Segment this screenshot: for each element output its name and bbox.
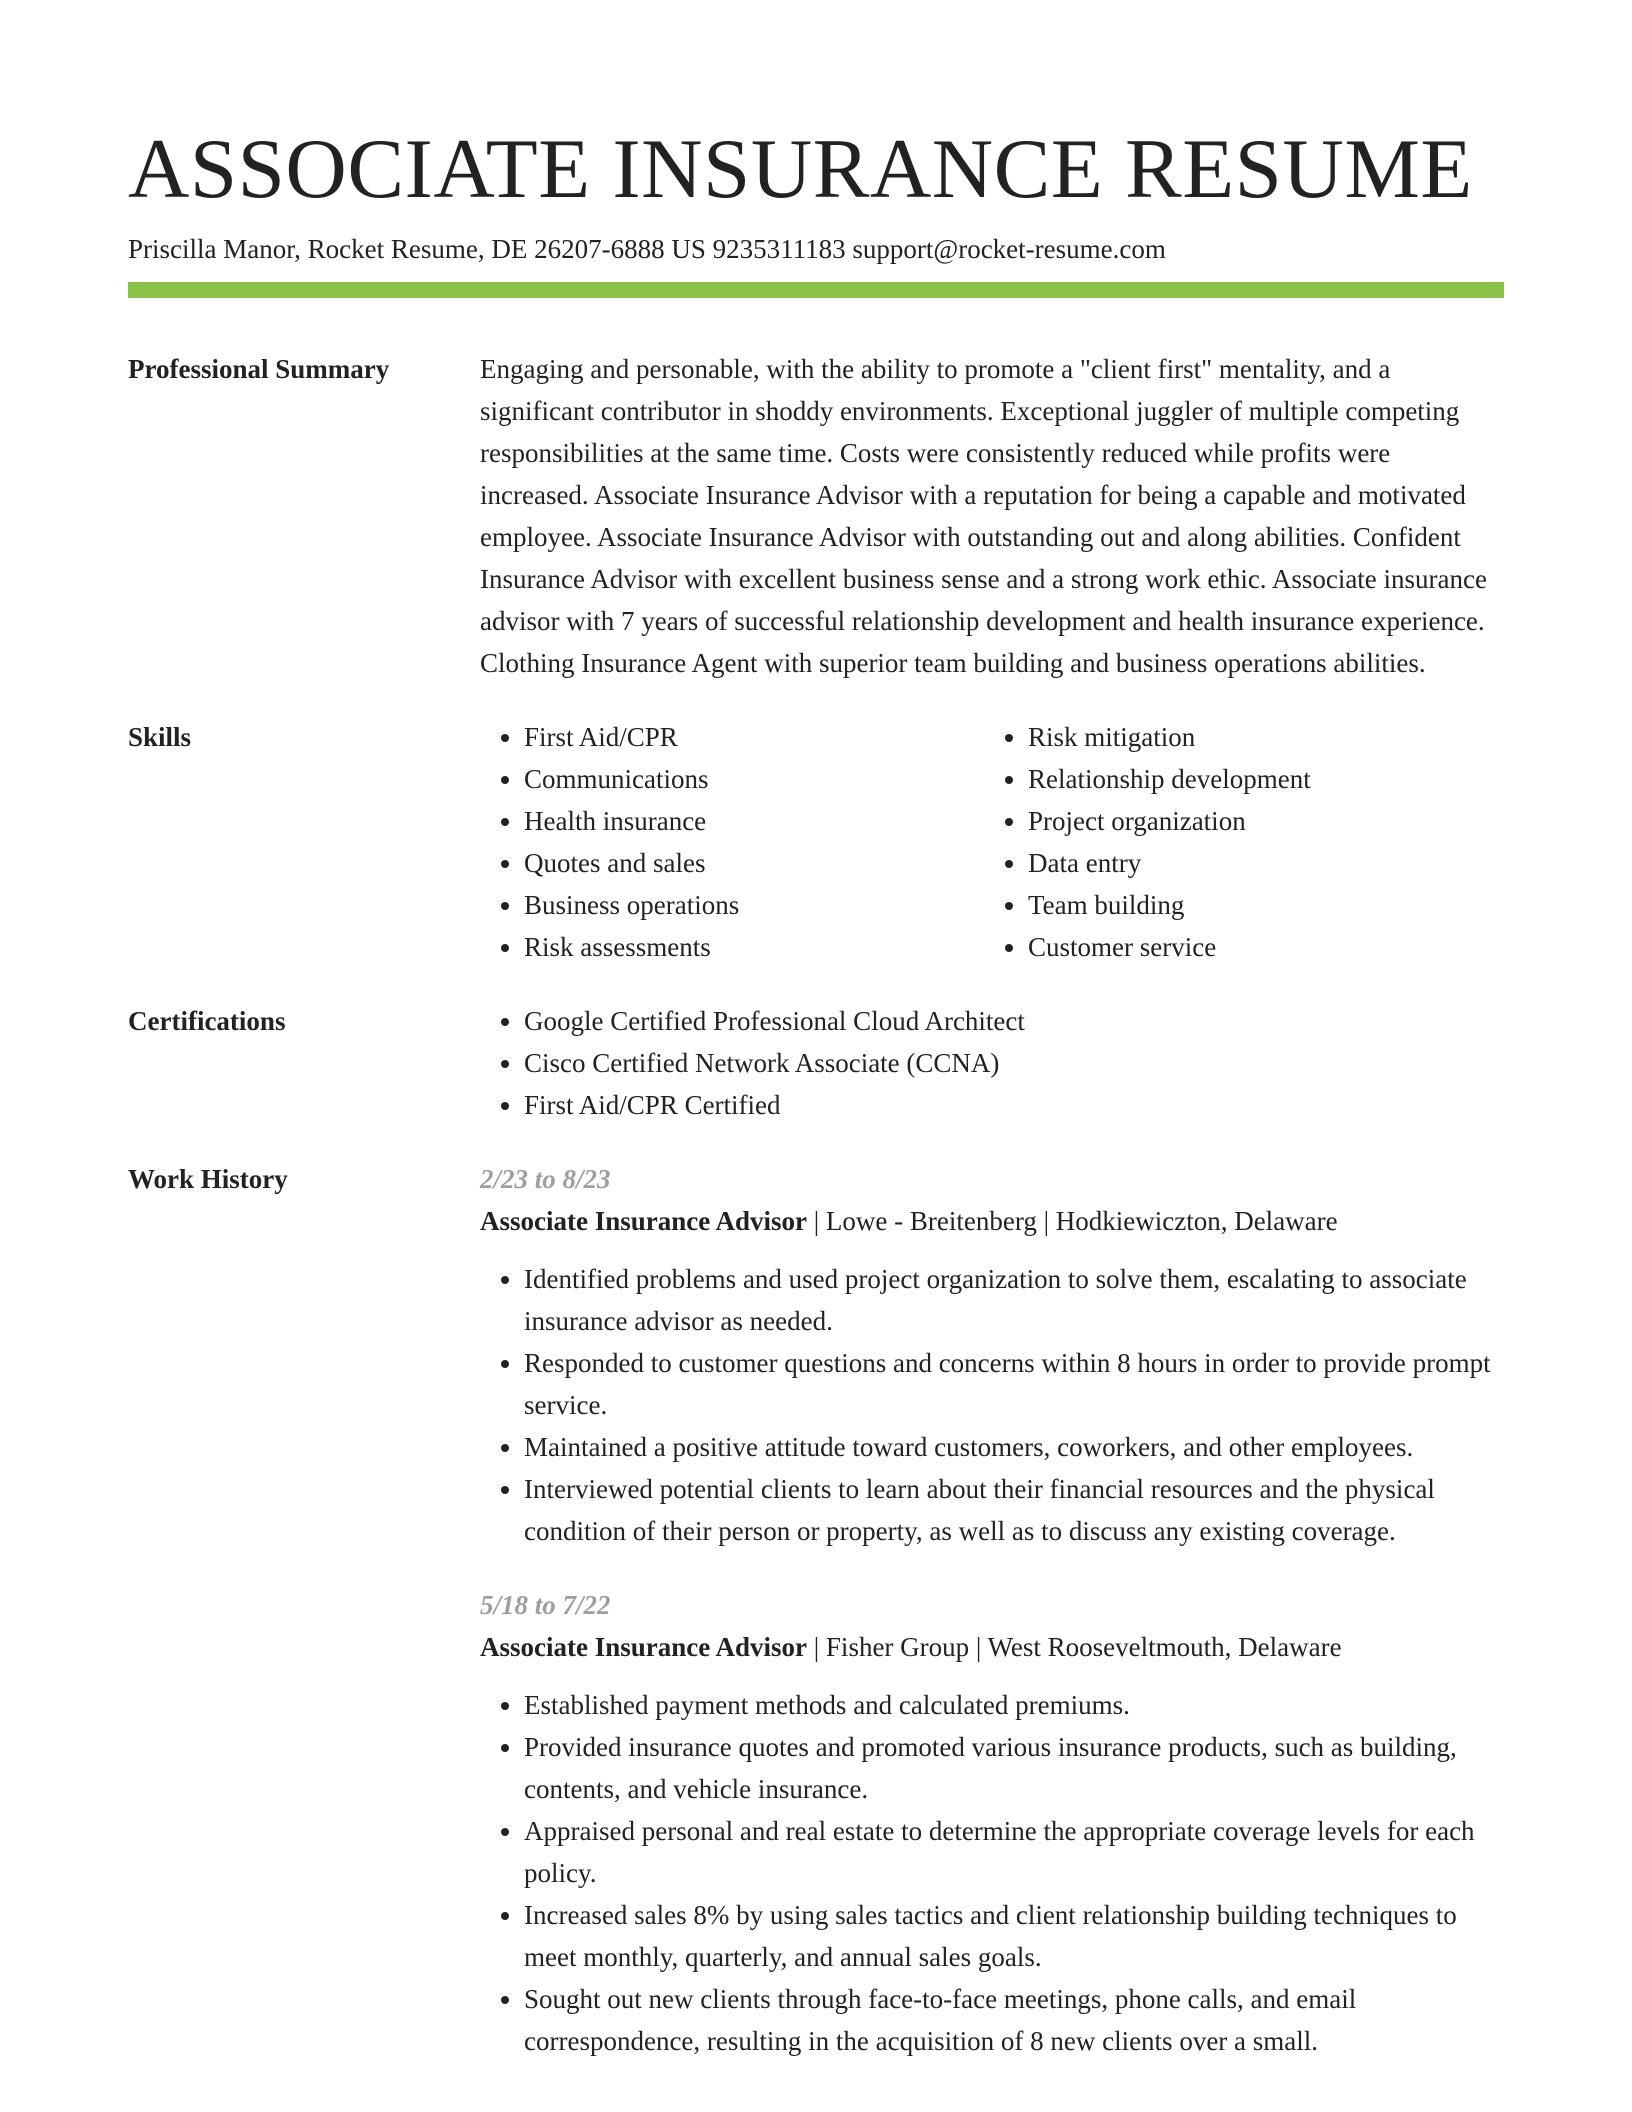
- professional-summary-section: [128, 348, 1504, 684]
- job-bullet: • Interviewed potential clients to learn about their financial resources and the physical condition of their person or property, as well as to discuss any existing coverage.: [524, 1468, 1504, 1552]
- job-employer-location: | Lowe - Breitenberg | Hodkiewiczton, Delaware: [807, 1206, 1338, 1236]
- skill-item: • Risk mitigation: [1028, 716, 1488, 758]
- header-accent-bar: [128, 282, 1504, 298]
- job-bullet: • Increased sales 8% by using sales tactics and client relationship building techniques to meet monthly, quarterly, and annual sales goals.: [524, 1894, 1504, 1978]
- skills-list-left: [480, 716, 984, 968]
- skill-item: • Risk assessments: [524, 926, 984, 968]
- resume-title: ASSOCIATE INSURANCE RESUME: [128, 122, 1473, 216]
- job-title: Associate Insurance Advisor: [480, 1632, 808, 1662]
- skills-grid: [480, 716, 1504, 968]
- skill-item: • Customer service: [1028, 926, 1488, 968]
- job-entry: [480, 1584, 1504, 2062]
- job-bullet: • Responded to customer questions and concerns within 8 hours in order to provide prompt service.: [524, 1342, 1504, 1426]
- certifications-section: [128, 1000, 1504, 1126]
- skills-list-right: [984, 716, 1488, 968]
- certifications-list: [480, 1000, 1504, 1126]
- certifications-body: [480, 1000, 1504, 1126]
- job-bullet: • Provided insurance quotes and promoted various insurance products, such as building, contents, and vehicle insurance.: [524, 1726, 1504, 1810]
- contact-info: Priscilla Manor, Rocket Resume, DE 26207-6888 US 9235311183 support@rocket-resume.com: [128, 234, 1166, 264]
- skill-item: • Data entry: [1028, 842, 1488, 884]
- job-employer-location: | Fisher Group | West Rooseveltmouth, Delaware: [807, 1632, 1342, 1662]
- resume-page: [128, 120, 1504, 2062]
- job-responsibilities: [480, 1258, 1504, 1552]
- work-history-body: [480, 1158, 1504, 2062]
- skill-item: • Project organization: [1028, 800, 1488, 842]
- section-label-skills: Skills: [128, 722, 192, 752]
- job-entry: [480, 1158, 1504, 1552]
- skill-item: • Relationship development: [1028, 758, 1488, 800]
- skills-body: [480, 716, 1504, 968]
- skill-item: • Business operations: [524, 884, 984, 926]
- skill-item: • First Aid/CPR: [524, 716, 984, 758]
- job-bullet: • Sought out new clients through face-to-face meetings, phone calls, and email correspondence, resulting in the acquisition of 8 new clients over a small.: [524, 1978, 1504, 2062]
- job-bullet: • Maintained a positive attitude toward customers, coworkers, and other employees.: [524, 1426, 1504, 1468]
- summary-text: Engaging and personable, with the ability to promote a "client first" mentality, and a significant contributor in shoddy environments. Exceptional juggler of multiple competing responsibilities at the same time. Costs were consistently reduced while profits were increased. Associate Insurance Advisor with a reputation for being a capable and motivated employee. Associate Insurance Advisor with outstanding out and along abilities. Confident Insurance Advisor with excellent business sense and a strong work ethic. Associate insurance advisor with 7 years of successful relationship development and health insurance experience. Clothing Insurance Agent with superior team building and business operations abilities.: [480, 354, 1487, 678]
- skill-item: • Communications: [524, 758, 984, 800]
- section-label-professional-summary: Professional Summary: [128, 354, 390, 384]
- job-dates: 2/23 to 8/23: [480, 1164, 611, 1194]
- work-history-section: [128, 1158, 1504, 2062]
- job-bullet: • Identified problems and used project organization to solve them, escalating to associate insurance advisor as needed.: [524, 1258, 1504, 1342]
- section-label-work-history: Work History: [128, 1164, 288, 1194]
- job-title: Associate Insurance Advisor: [480, 1206, 808, 1236]
- certification-item: • Cisco Certified Network Associate (CCNA): [524, 1042, 1504, 1084]
- job-bullet: • Established payment methods and calculated premiums.: [524, 1684, 1504, 1726]
- certification-item: • Google Certified Professional Cloud Architect: [524, 1000, 1504, 1042]
- skill-item: • Quotes and sales: [524, 842, 984, 884]
- job-responsibilities: [480, 1684, 1504, 2062]
- skill-item: • Health insurance: [524, 800, 984, 842]
- job-dates: 5/18 to 7/22: [480, 1590, 611, 1620]
- skills-section: [128, 716, 1504, 968]
- section-label-certifications: Certifications: [128, 1006, 286, 1036]
- certification-item: • First Aid/CPR Certified: [524, 1084, 1504, 1126]
- job-heading: [480, 1200, 1504, 1242]
- skill-item: • Team building: [1028, 884, 1488, 926]
- job-bullet: • Appraised personal and real estate to determine the appropriate coverage levels for each policy.: [524, 1810, 1504, 1894]
- job-heading: [480, 1626, 1504, 1668]
